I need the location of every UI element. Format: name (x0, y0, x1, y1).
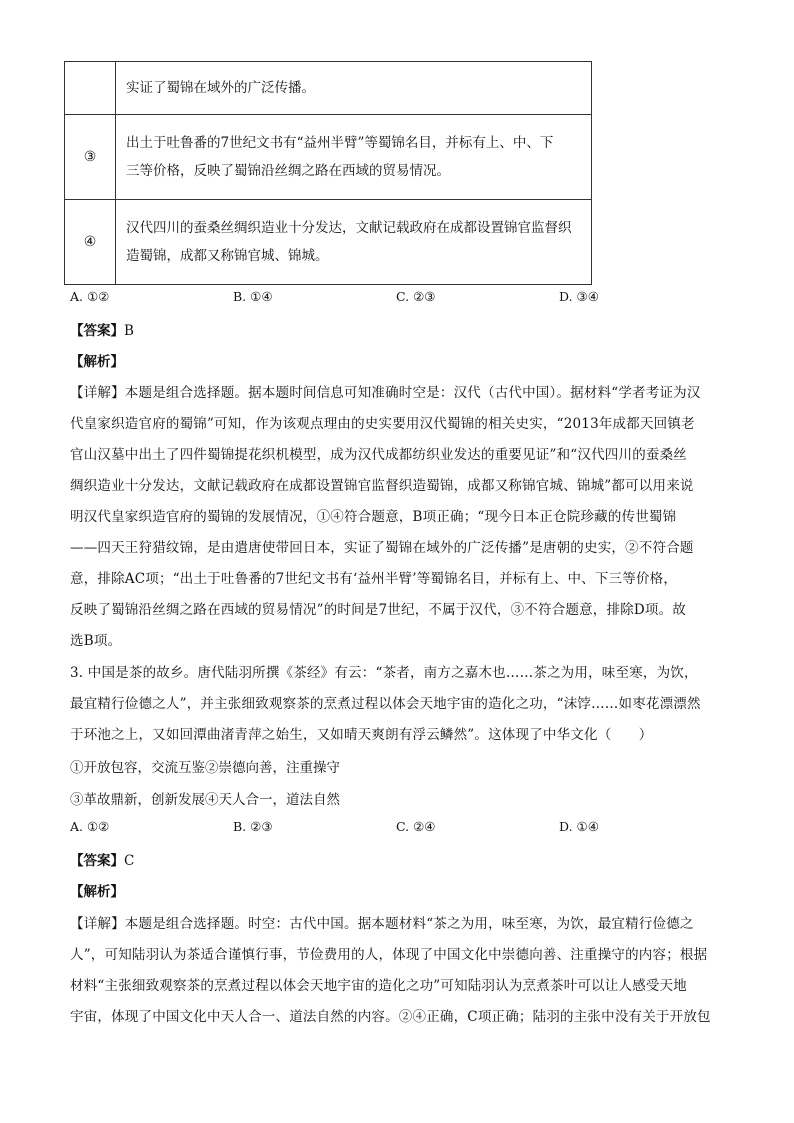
q3-stem-line: 最宜精行俭德之人”，并主张细致观察茶的烹煮过程以体会天地宇宙的造化之功，“沫饽……如枣花漂漂然 (70, 696, 701, 712)
q3-detail-line: 【详解】本题是组合选择题。时空：古代中国。据本题材料“茶之为用，味至寒，为饮，最宜精行俭德之 (70, 916, 694, 932)
table-row (65, 200, 592, 285)
row-number (65, 62, 116, 115)
materials-table (64, 61, 592, 285)
option-d: D. ③④ (559, 289, 599, 304)
q2-answer (70, 319, 730, 339)
option-b: B. ②③ (233, 819, 273, 834)
q3-stem-line: 3. 中国是茶的故乡。唐代陆羽所撰《茶经》有云：“茶者，南方之嘉木也……茶之为用，味至寒，为饮， (70, 665, 698, 681)
q3-detail-line: 宇宙，体现了中国文化中天人合一、道法自然的内容。②④正确，C项正确；陆羽的主张中没有关于开放包 (70, 1009, 711, 1025)
q2-detail-line: 【详解】本题是组合选择题。据本题时间信息可知准确时空是：汉代（古代中国）。据材料“学者考证为汉 (70, 385, 701, 401)
row-text-line: 造蜀锦，成都又称锦官城、锦城。 (126, 248, 329, 264)
q3-statement-line: ③革故鼎新，创新发展④天人合一，道法自然 (70, 792, 340, 808)
q3-statement-line: ①开放包容，交流互鉴②崇德向善，注重操守 (70, 760, 340, 776)
q2-detail-line: 绸织造业十分发达，文献记载政府在成都设置锦官监督织造蜀锦，成都又称锦官城、锦城”都可以用来说 (70, 478, 694, 494)
option-c: C. ②④ (396, 819, 436, 834)
row-text (116, 200, 592, 285)
row-number: ④ (65, 200, 116, 285)
row-text (116, 115, 592, 200)
analysis-label: 【解析】 (70, 354, 124, 370)
analysis-label: 【解析】 (70, 884, 124, 900)
q2-detail-line: 代皇家织造官府的蜀锦”可知，作为该观点理由的史实要用汉代蜀锦的相关史实，“2013年成都天回镇老 (70, 416, 695, 432)
option-a: A. ①② (70, 289, 110, 304)
q3-stem-line: 于环池之上，又如回潭曲渚青萍之始生，又如晴天爽朗有浮云鳞然”。这体现了中华文化（ ） (70, 727, 653, 743)
option-b: B. ①④ (233, 289, 273, 304)
table-row (65, 115, 592, 200)
q2-detail-line: 意，排除AC项；“出土于吐鲁番的7世纪文书有‘益州半臂’等蜀锦名目，并标有上、中、下三等价格， (70, 571, 678, 587)
q3-detail-line: 人”，可知陆羽认为茶适合谨慎行事，节俭费用的人，体现了中国文化中崇德向善、注重操守的内容；根据 (70, 947, 708, 963)
q3-detail-line: 材料“主张细致观察茶的烹煮过程以体会天地宇宙的造化之功”可知陆羽认为烹煮茶叶可以让人感受天地 (70, 978, 688, 994)
table-row (65, 62, 592, 115)
row-text-line: 三等价格，反映了蜀锦沿丝绸之路在西域的贸易情况。 (126, 163, 450, 179)
q2-detail-line: ——四天王狩猎纹锦，是由遣唐使带回日本，实证了蜀锦在域外的广泛传播”是唐朝的史实，②不符合题 (70, 540, 694, 556)
option-c: C. ②③ (396, 289, 436, 304)
q2-detail-line: 明汉代皇家织造官府的蜀锦的发展情况，①④符合题意，B项正确；“现今日本正仓院珍藏的传世蜀锦 (70, 509, 677, 525)
q3-analysis-label (70, 880, 730, 900)
row-text-line: 出土于吐鲁番的7世纪文书有“益州半臂”等蜀锦名目，并标有上、中、下 (126, 135, 554, 151)
answer-label: 【答案】 (70, 323, 124, 339)
row-text: 实证了蜀锦在域外的广泛传播。 (116, 62, 592, 115)
row-text-line: 汉代四川的蚕桑丝绸织造业十分发达，文献记载政府在成都设置锦官监督织 (126, 220, 572, 236)
q2-detail-line: 官山汉墓中出土了四件蜀锦提花织机模型，成为汉代成都纺织业发达的重要见证”和“汉代四川的蚕桑丝 (70, 447, 688, 463)
q2-detail-line: 反映了蜀锦沿丝绸之路在西域的贸易情况”的时间是7世纪，不属于汉代，③不符合题意，排除D项。故 (70, 602, 687, 618)
answer-label: 【答案】 (70, 853, 124, 869)
q2-detail-line: 选B项。 (70, 633, 122, 649)
option-d: D. ①④ (559, 819, 599, 834)
answer-value: C (124, 853, 135, 869)
row-number: ③ (65, 115, 116, 200)
option-a: A. ①② (70, 819, 110, 834)
q3-answer (70, 849, 730, 869)
q2-analysis-label (70, 350, 730, 370)
answer-value: B (124, 323, 134, 339)
